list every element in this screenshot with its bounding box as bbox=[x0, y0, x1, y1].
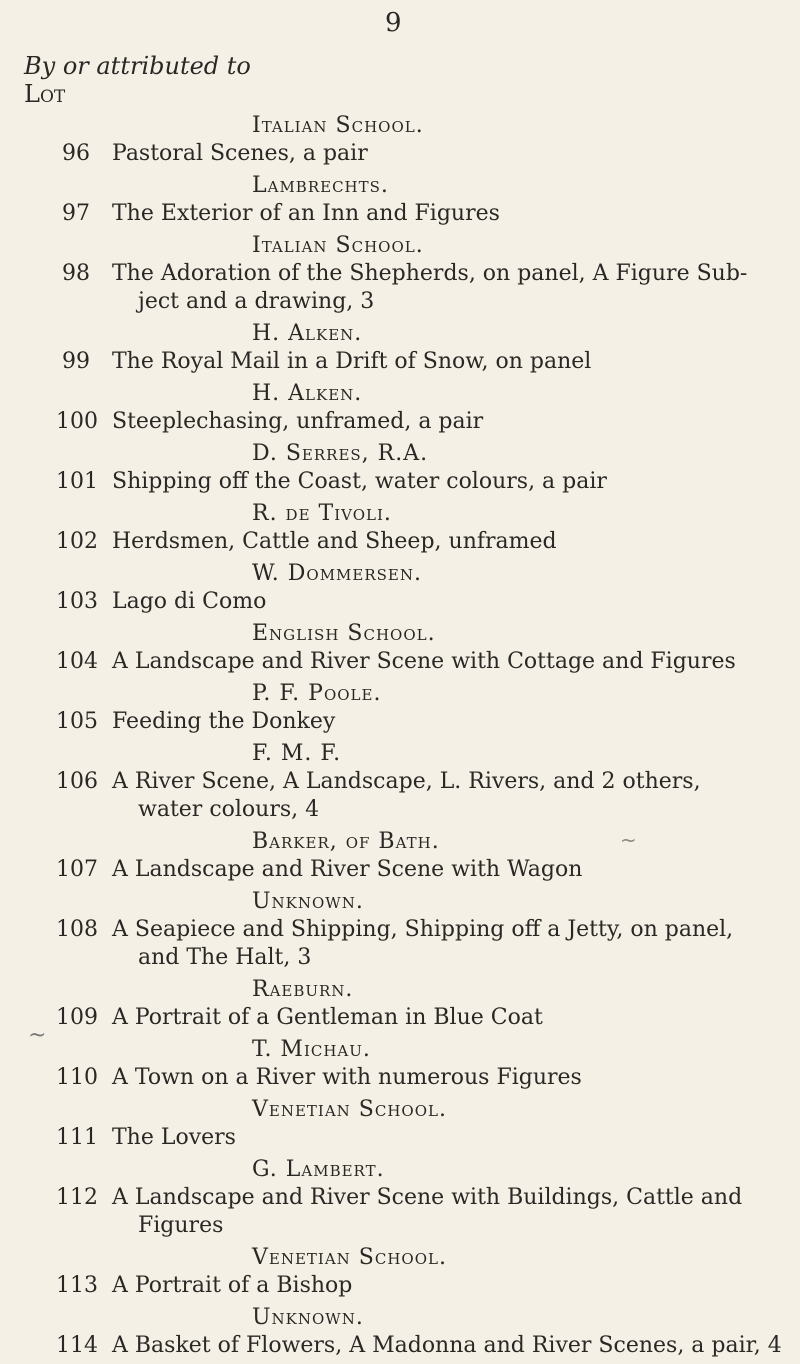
lot-entry bbox=[0, 1244, 800, 1300]
lot-number: 96 bbox=[62, 141, 90, 166]
lot-artist: R. de Tivoli. bbox=[252, 501, 392, 526]
lot-number: 111 bbox=[56, 1125, 98, 1150]
lot-number: 106 bbox=[56, 769, 98, 794]
lot-title: A Landscape and River Scene with Buildings, Cattle and bbox=[112, 1185, 743, 1210]
lot-artist: F. M. F. bbox=[252, 741, 342, 766]
lot-entry bbox=[0, 380, 800, 436]
lot-number: 102 bbox=[56, 529, 98, 554]
lot-artist: Italian School. bbox=[252, 113, 424, 138]
lot-entry bbox=[0, 976, 800, 1032]
lot-entry bbox=[0, 112, 800, 168]
lot-artist: Venetian School. bbox=[252, 1245, 447, 1270]
lot-number: 113 bbox=[56, 1273, 98, 1298]
lot-title: The Exterior of an Inn and Figures bbox=[112, 201, 500, 226]
lot-number: 109 bbox=[56, 1005, 98, 1030]
lot-number: 103 bbox=[56, 589, 98, 614]
lot-number: 114 bbox=[56, 1333, 98, 1358]
lot-entry bbox=[0, 1304, 800, 1360]
lot-artist: D. Serres, R.A. bbox=[252, 441, 429, 466]
lot-title: A Portrait of a Bishop bbox=[112, 1273, 353, 1298]
lot-title: A Basket of Flowers, A Madonna and River Scenes, a pair, 4 bbox=[112, 1333, 782, 1358]
lot-entry bbox=[0, 828, 800, 884]
lot-entry bbox=[0, 680, 800, 736]
page-number: 9 bbox=[385, 8, 402, 38]
lot-number: 105 bbox=[56, 709, 98, 734]
lot-title: A River Scene, A Landscape, L. Rivers, and 2 others, bbox=[112, 769, 701, 794]
lot-title: Herdsmen, Cattle and Sheep, unframed bbox=[112, 529, 557, 554]
lot-title: Lago di Como bbox=[112, 589, 267, 614]
lot-artist: H. Alken. bbox=[252, 381, 363, 406]
lot-entry bbox=[0, 320, 800, 376]
page-header: By or attributed to bbox=[24, 52, 251, 80]
lot-artist: Unknown. bbox=[252, 1305, 364, 1330]
lot-title: A Landscape and River Scene with Wagon bbox=[112, 857, 583, 882]
lot-title: Steeplechasing, unframed, a pair bbox=[112, 409, 484, 434]
lot-entry bbox=[0, 1096, 800, 1152]
lot-number: 98 bbox=[62, 261, 90, 286]
lot-number: 112 bbox=[56, 1185, 98, 1210]
handwritten-mark: ~ bbox=[620, 828, 637, 852]
lot-artist: G. Lambert. bbox=[252, 1157, 385, 1182]
lot-entry bbox=[0, 1156, 800, 1240]
lot-number: 99 bbox=[62, 349, 90, 374]
lot-column-label: Lot bbox=[24, 80, 66, 108]
lot-title: Pastoral Scenes, a pair bbox=[112, 141, 368, 166]
lot-entry bbox=[0, 620, 800, 676]
tick-mark: ~ bbox=[28, 1023, 47, 1048]
lot-title-continued: ject and a drawing, 3 bbox=[138, 289, 375, 314]
lot-artist: Venetian School. bbox=[252, 1097, 447, 1122]
lot-entry bbox=[0, 232, 800, 316]
lot-title: The Adoration of the Shepherds, on panel, A Figure Sub- bbox=[112, 261, 748, 286]
lot-title: A Seapiece and Shipping, Shipping off a Jetty, on panel, bbox=[112, 917, 734, 942]
lot-entry bbox=[0, 740, 800, 824]
lot-artist: Unknown. bbox=[252, 889, 364, 914]
lot-entry bbox=[0, 560, 800, 616]
lot-number: 108 bbox=[56, 917, 98, 942]
lot-entry bbox=[0, 440, 800, 496]
lot-number: 104 bbox=[56, 649, 98, 674]
lot-number: 107 bbox=[56, 857, 98, 882]
lot-number: 110 bbox=[56, 1065, 98, 1090]
lot-number: 100 bbox=[56, 409, 98, 434]
lot-artist: T. Michau. bbox=[252, 1037, 371, 1062]
lot-artist: Italian School. bbox=[252, 233, 424, 258]
lot-title: Feeding the Donkey bbox=[112, 709, 336, 734]
lot-number: 101 bbox=[56, 469, 98, 494]
lot-title: A Portrait of a Gentleman in Blue Coat bbox=[112, 1005, 543, 1030]
lot-title: The Lovers bbox=[112, 1125, 236, 1150]
lot-artist: P. F. Poole. bbox=[252, 681, 382, 706]
lot-entry bbox=[0, 500, 800, 556]
lot-list bbox=[0, 112, 800, 1364]
lot-entry bbox=[0, 172, 800, 228]
lot-artist: H. Alken. bbox=[252, 321, 363, 346]
lot-title: A Town on a River with numerous Figures bbox=[112, 1065, 582, 1090]
lot-title-continued: water colours, 4 bbox=[138, 797, 320, 822]
lot-title-continued: Figures bbox=[138, 1213, 224, 1238]
lot-artist: English School. bbox=[252, 621, 436, 646]
lot-artist: Raeburn. bbox=[252, 977, 354, 1002]
lot-artist: Barker, of Bath. bbox=[252, 829, 440, 854]
lot-title-continued: and The Halt, 3 bbox=[138, 945, 312, 970]
lot-title: The Royal Mail in a Drift of Snow, on panel bbox=[112, 349, 592, 374]
lot-title: A Landscape and River Scene with Cottage and Figures bbox=[112, 649, 736, 674]
lot-artist: Lambrechts. bbox=[252, 173, 389, 198]
lot-number: 97 bbox=[62, 201, 90, 226]
lot-entry bbox=[0, 888, 800, 972]
lot-entry bbox=[0, 1036, 800, 1092]
lot-artist: W. Dommersen. bbox=[252, 561, 422, 586]
lot-title: Shipping off the Coast, water colours, a pair bbox=[112, 469, 607, 494]
